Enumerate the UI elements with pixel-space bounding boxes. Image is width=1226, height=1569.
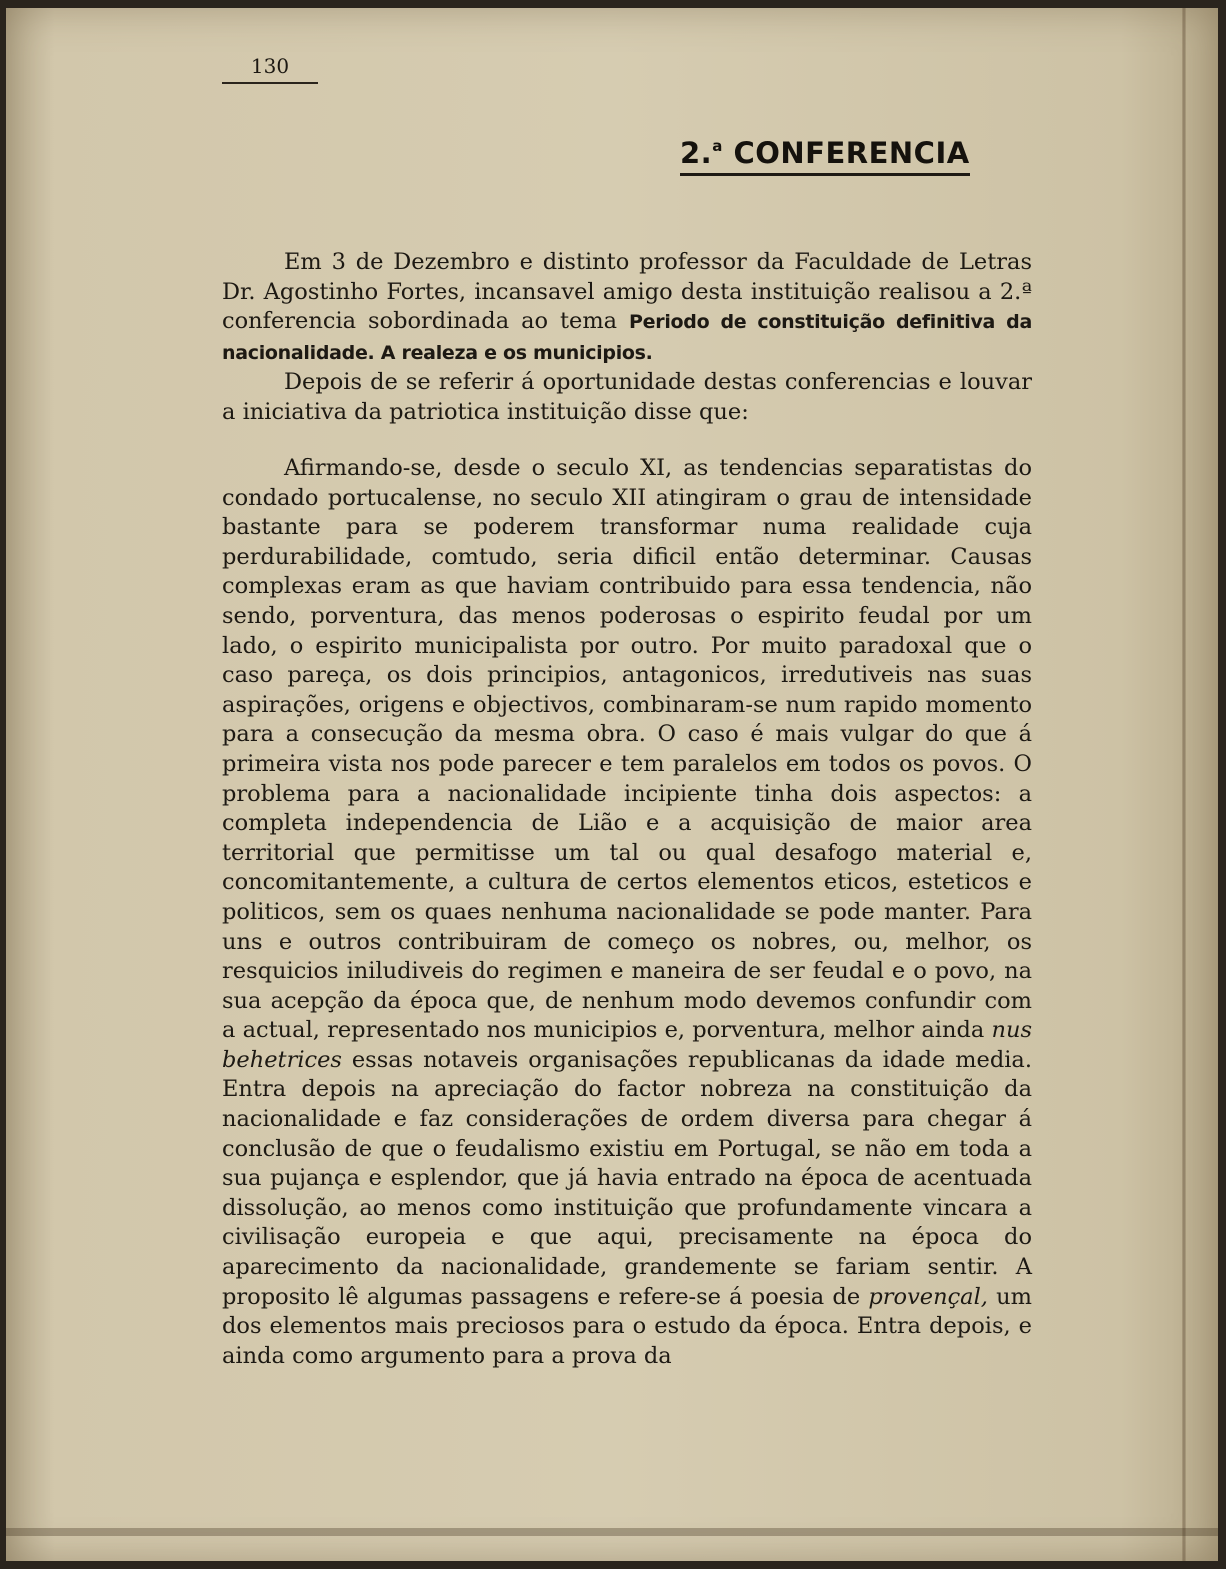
paragraph-intro	[222, 248, 1032, 368]
paragraph-opening: Depois de se referir á oportunidade destas conferencias e louvar a iniciativa da patriotica instituição disse que:	[222, 369, 1032, 425]
paragraph-body-text-c: um dos elementos mais preciosos para o estudo da época. Entra depois, e ainda como argumento para a prova da	[222, 1283, 1032, 1369]
paragraph-body	[222, 454, 1032, 1371]
italic-behetrices: nus behetrices	[222, 1017, 1032, 1073]
italic-provencal: provençal,	[868, 1283, 988, 1310]
paragraph-body-text-b: essas notaveis organisações republicanas da idade media. Entra depois na apreciação do factor nobreza na constituição da nacionalidade e faz considerações de ordem diversa para chegar á conclusão de que o feudalismo existiu em Portugal, se não em toda a sua pujança e esplendor, que já havia entrado na época de acentuada dissolução, ao menos como instituição que profundamente vincara a civilisação europeia e que aqui, precisamente na época do aparecimento da nacionalidade, grandemente se fariam sentir. A proposito lê algumas passagens e refere-se á poesia de	[222, 1046, 1032, 1310]
section-heading	[680, 136, 970, 176]
heading-number: 2.	[680, 136, 713, 170]
page-number: 130	[222, 54, 318, 84]
intro-block	[222, 248, 1032, 428]
paragraph-intro-text: Em 3 de Dezembro e distinto professor da Faculdade de Letras Dr. Agostinho Fortes, incansavel amigo desta instituição realisou a 2.ª conferencia sobordinada ao tema	[222, 249, 1032, 335]
conference-theme: Periodo de constituição definitiva da nacionalidade. A realeza e os municipios.	[222, 311, 1032, 364]
body-block	[222, 454, 1032, 1371]
heading-ordinal: a	[712, 137, 723, 155]
paragraph-body-text-a: Afirmando-se, desde o seculo XI, as tendencias separatistas do condado portucalense, no seculo XII atingiram o grau de intensidade bastante para se poderem transformar numa realidade cuja perdurabilidade, comtudo, seria dificil então determinar. Causas complexas eram as que haviam contribuido para essa tendencia, não sendo, porventura, das menos poderosas o espirito feudal por um lado, o espirito municipalista por outro. Por muito paradoxal que o caso pareça, os dois principios, antagonicos, irredutiveis nas suas aspirações, origens e objectivos, combinaram-se num rapido momento para a consecução da mesma obra. O caso é mais vulgar do que á primeira vista nos pode parecer e tem paralelos em todos os povos. O problema para a nacionalidade incipiente tinha dois aspectos: a completa independencia de Lião e a acquisição de maior area territorial que permitisse um tal ou qual desafogo material e, concomitantemente, a cultura de certos elementos eticos, esteticos e politicos, sem os quaes nenhuma nacionalidade se pode manter. Para uns e outros contribuiram de começo os nobres, ou, melhor, os resquicios iniludiveis do regimen e maneira de ser feudal e o povo, na sua acepção da época que, de nenhum modo devemos confundir com a actual, representado nos municipios e, porventura, melhor ainda	[222, 455, 1032, 1044]
heading-word: CONFERENCIA	[733, 136, 970, 170]
page-fold-shadow	[1182, 8, 1186, 1561]
page-bottom-edge	[6, 1528, 1218, 1536]
